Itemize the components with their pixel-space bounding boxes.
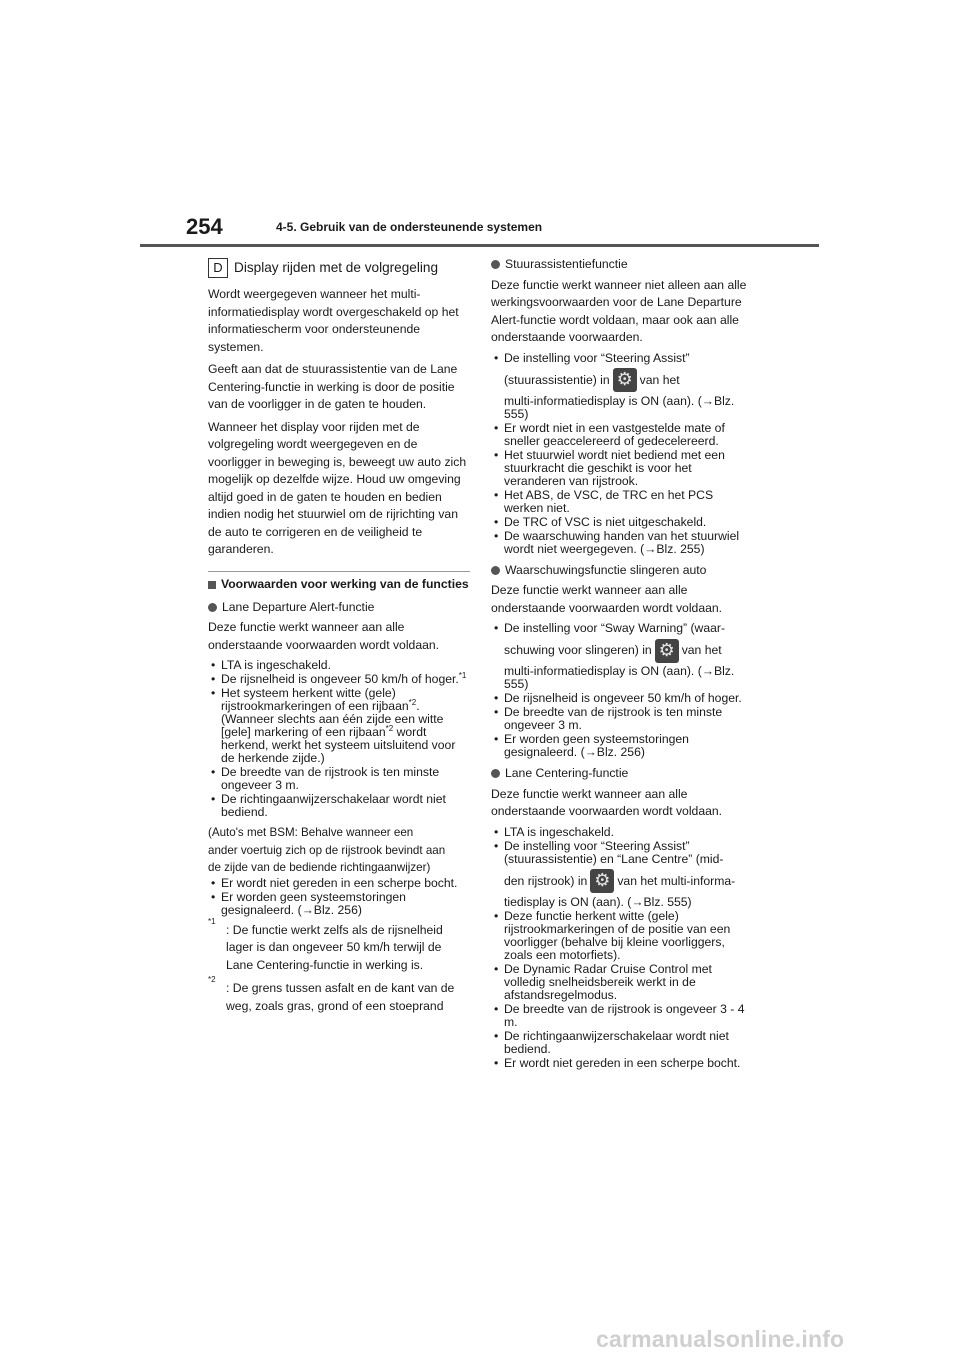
list-item: • LTA is ingeschakeld.: [208, 659, 470, 672]
steer-title: Stuurassistentiefunctie: [505, 257, 628, 271]
list-item: • Er worden geen systeemstoringen gesignaleerd. (→Blz. 256): [208, 891, 470, 917]
list-item: • De rijsnelheid is ongeveer 50 km/h of hoger.: [491, 692, 755, 705]
list-item: [491, 352, 755, 421]
item-text: De instelling voor “Steering Assist”: [504, 350, 690, 365]
list-item: • Er wordt niet in een vastgestelde mate of sneller geaccelereerd of gedecelereerd.: [491, 422, 755, 448]
lc-heading: [491, 765, 755, 783]
lc-title: Lane Centering-functie: [505, 766, 629, 780]
item-text: De instelling voor “Steering Assist” (stuurassistentie) en “Lane Centre” (mid-: [504, 838, 724, 866]
footnote-text: : De functie werkt zelfs als de rijsnelheid lager is dan ongeveer 50 km/h terwijl de Lane Centering-functie in werking is.: [226, 922, 443, 972]
list-item: • Er wordt niet gereden in een scherpe bocht.: [491, 1057, 755, 1070]
list-item: • De TRC of VSC is niet uitgeschakeld.: [491, 516, 755, 529]
steer-heading: [491, 256, 755, 274]
sway-title: Waarschuwingsfunctie slingeren auto: [505, 562, 707, 577]
footnote-ref: *1: [458, 670, 467, 680]
list-item: • Er wordt niet gereden in een scherpe bocht.: [208, 877, 470, 890]
item-text: De rijsnelheid is ongeveer 50 km/h of hoger.: [221, 672, 459, 686]
item-text: Het systeem herkent witte (gele) rijstrookmarkeringen of een rijbaan: [221, 686, 409, 713]
icon-line: [504, 866, 755, 896]
item-text: schuwing voor slingeren) in: [504, 643, 652, 657]
sway-heading: [491, 562, 755, 580]
right-column: [491, 256, 755, 1075]
paragraph: Deze functie werkt wanneer aan alle onderstaande voorwaarden wordt voldaan.: [208, 620, 440, 652]
header-divider: [140, 244, 819, 247]
item-text: . (Wanneer slechts aan één zijde een witte [gele] markering of een rijbaan: [221, 699, 444, 739]
item-text: van het: [639, 372, 680, 387]
lc-conditions-list: [491, 826, 755, 1070]
left-column: [208, 256, 470, 1021]
list-item: • De breedte van de rijstrook is ten minste ongeveer 3 m.: [208, 766, 470, 792]
list-item: • Deze functie herkent witte (gele) rijstrookmarkeringen of de positie van een voorligger (behalve bij kleine voorliggers, zoals een motorfiets).: [491, 910, 755, 962]
item-text: De instelling voor “Sway Warning” (waar-: [504, 621, 726, 635]
list-item: [491, 840, 755, 909]
footnote-1: [208, 916, 470, 975]
paragraph: Deze functie werkt wanneer aan alle onderstaande voorwaarden wordt voldaan.: [491, 583, 723, 615]
list-item: • Er worden geen systeemstoringen gesignaleerd. (→Blz. 256): [491, 733, 755, 759]
item-text: wordt herkend, werkt het systeem uitsluitend voor de herkende zijde.): [221, 725, 456, 765]
paragraph: Wordt weergegeven wanneer het multi-informatiedisplay wordt overgeschakeld op het informatiescherm voor ondersteunende systemen.: [208, 287, 459, 354]
item-text: den rijstrook) in: [504, 873, 588, 888]
section-heading-d: [208, 258, 470, 278]
lda-title: Lane Departure Alert-functie: [222, 599, 375, 614]
list-item: • LTA is ingeschakeld.: [491, 826, 755, 839]
bsm-note: [208, 824, 470, 877]
item-text: van het: [681, 643, 722, 657]
footnote-2: [208, 975, 470, 1015]
item-text: multi-informatiedisplay is ON (aan). (→Blz. 555): [504, 393, 735, 421]
item-text: multi-informatiedisplay is ON (aan). (→Blz. 555): [504, 664, 735, 691]
bsm-line: ander voertuig zich op de rijstrook bevindt aan: [208, 843, 446, 857]
watermark: carmanualsonline.info: [596, 1326, 845, 1352]
list-item: • De breedte van de rijstrook is ten minste ongeveer 3 m.: [491, 706, 755, 732]
list-item: • Het stuurwiel wordt niet bediend met een stuurkracht die geschikt is voor het veranderen van rijstrook.: [491, 449, 755, 488]
paragraph: Deze functie werkt wanneer aan alle onderstaande voorwaarden wordt voldaan.: [491, 786, 723, 818]
list-item: • Het ABS, de VSC, de TRC en het PCS werken niet.: [491, 489, 755, 515]
circle-bullet-icon: [491, 769, 500, 778]
footnote-ref: *2: [385, 723, 394, 733]
footnote-mark: *1: [208, 916, 216, 926]
list-item: [208, 687, 470, 765]
lda-heading: [208, 599, 470, 617]
lda-conditions-list-2: [208, 877, 470, 917]
conditions-heading-text: Voorwaarden voor werking van de functies: [221, 576, 469, 591]
gear-icon: [613, 368, 637, 392]
paragraph: Geeft aan dat de stuurassistentie van de Lane Centering-functie in werking is door de positie van de voorligger in de gaten te houden.: [208, 362, 458, 411]
lda-conditions-list: [208, 659, 470, 819]
list-item: • De waarschuwing handen van het stuurwiel wordt niet weergegeven. (→Blz. 255): [491, 530, 755, 556]
square-bullet-icon: [208, 581, 216, 589]
paragraph: Wanneer het display voor rijden met de volgregeling wordt weergegeven en de voorligger in beweging is, beweegt uw auto zich mogelijk op dezelfde wijze. Houd uw omgeving altijd goed in de gaten te houden en bedien indien nodig het stuurwiel om de rijrichting van de auto te corrigeren en de veiligheid te garanderen.: [208, 419, 467, 556]
section-letter-box: D: [208, 258, 228, 278]
list-item: • De richtingaanwijzerschakelaar wordt niet bediend.: [491, 1030, 755, 1056]
section-title: Display rijden met de volgregeling: [234, 260, 439, 276]
footnote-ref: *2: [408, 697, 417, 707]
list-item: [208, 670, 470, 686]
sway-conditions-list: [491, 622, 755, 759]
page-number: 254: [186, 214, 223, 239]
circle-bullet-icon: [491, 566, 500, 575]
list-item: • De breedte van de rijstrook is ongeveer 3 - 4 m.: [491, 1003, 755, 1029]
item-text: (stuurassistentie) in: [504, 372, 610, 387]
gear-icon: [590, 869, 614, 893]
gear-icon: [655, 639, 679, 663]
icon-line: [504, 365, 755, 395]
section-divider: [208, 571, 470, 572]
bsm-line: de zijde van de bediende richtingaanwijzer): [208, 861, 431, 874]
list-item: • De richtingaanwijzerschakelaar wordt niet bediend.: [208, 793, 470, 819]
chapter-title: 4-5. Gebruik van de ondersteunende systemen: [276, 220, 543, 234]
circle-bullet-icon: [208, 603, 217, 612]
steer-conditions-list: [491, 352, 755, 556]
paragraph: Deze functie werkt wanneer niet alleen aan alle werkingsvoorwaarden voor de Lane Departure Alert-functie wordt voldaan, maar ook aan alle onderstaande voorwaarden.: [491, 277, 747, 344]
footnote-text: : De grens tussen asfalt en de kant van de weg, zoals gras, grond of een stoeprand: [226, 981, 455, 1013]
list-item: [491, 622, 755, 691]
circle-bullet-icon: [491, 260, 500, 269]
bsm-line: (Auto's met BSM: Behalve wanneer een: [208, 826, 414, 839]
list-item: • De Dynamic Radar Cruise Control met volledig snelheidsbereik werkt in de afstandsregelmodus.: [491, 963, 755, 1002]
icon-line: [504, 635, 755, 665]
item-text: van het multi-informa-: [617, 873, 736, 888]
footnote-mark: *2: [208, 975, 216, 984]
item-text: tiedisplay is ON (aan). (→Blz. 555): [504, 894, 692, 909]
conditions-heading: [208, 578, 470, 591]
